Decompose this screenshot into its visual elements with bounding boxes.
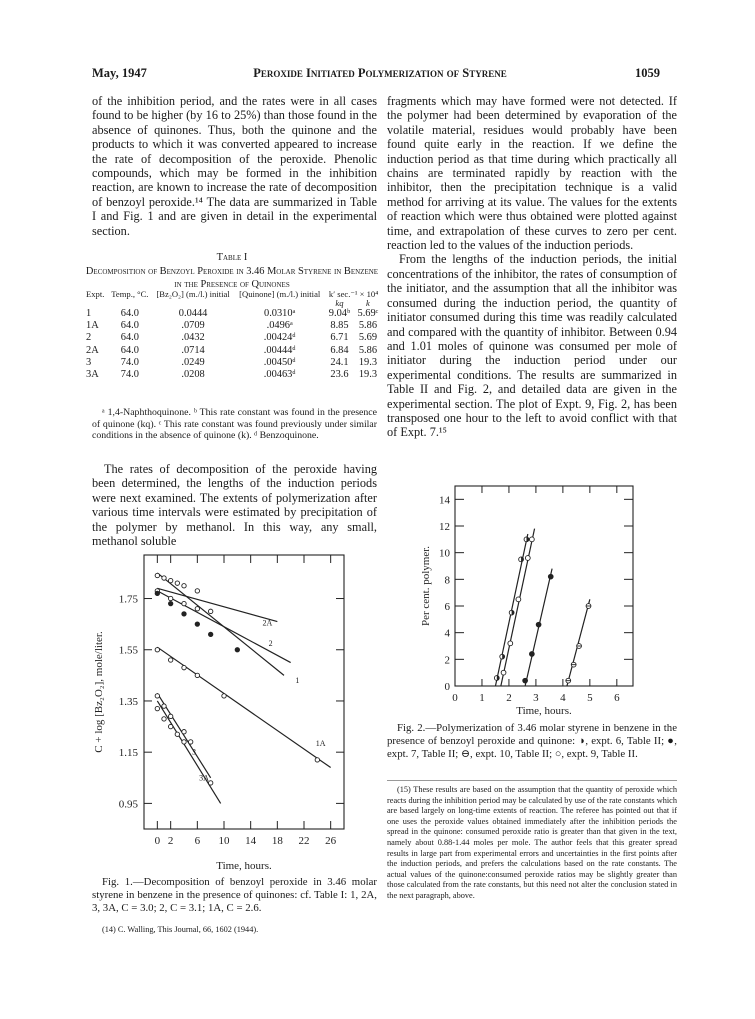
fig2-point	[529, 537, 534, 542]
running-date: May, 1947	[92, 66, 147, 80]
table-row	[84, 320, 382, 332]
fig1-point	[222, 694, 226, 698]
fig1-point	[168, 658, 172, 662]
fig1-point	[235, 648, 239, 652]
fig2-ytick-label: 2	[444, 654, 450, 667]
table-1-label: Table I	[216, 252, 248, 263]
fig1-point	[182, 740, 186, 744]
fig2-point	[523, 678, 528, 683]
fig1-point	[168, 578, 172, 582]
fig2-frame	[455, 486, 633, 686]
fig1-point	[168, 596, 172, 600]
left-para-2: The rates of decomposition of the peroxide having been determined, the lengths of the induction periods were next examined. The extents of polymerization after various time intervals were estimated by precipitation of the polymer by methanol. In this way, any small, methanol soluble	[92, 462, 377, 549]
fig1-point	[175, 581, 179, 585]
fig2-point	[525, 556, 530, 561]
th-expt: Expt.	[86, 289, 105, 299]
fig2-xlabel: Time, hours.	[516, 705, 572, 717]
table-row	[84, 332, 382, 344]
th-k: k′ sec.⁻¹ × 10⁴	[328, 289, 379, 299]
fig1-series-label: 1	[295, 676, 300, 686]
fig1-point	[195, 622, 199, 626]
fig2-xtick-label: 2	[506, 692, 512, 704]
fig1-xtick-label: 0	[154, 835, 161, 847]
fig1-point	[208, 632, 212, 636]
running-title: Peroxide Initiated Polymerization of Styrene	[253, 66, 507, 80]
fig2-xtick-label: 1	[479, 692, 485, 704]
fig2-point	[516, 597, 521, 602]
fig2-ytick-label: 10	[439, 547, 450, 560]
fig1-point	[155, 591, 159, 595]
fig2-ytick-label: 0	[444, 681, 450, 693]
fig1-point	[162, 704, 166, 708]
fig2-ytick-label: 6	[444, 601, 450, 613]
fig1-xtick-label: 26	[325, 835, 337, 847]
table-cell: 1A	[86, 320, 99, 332]
table-row	[84, 308, 382, 320]
table-cell: .0709	[181, 320, 205, 332]
fig1-point	[155, 694, 159, 698]
fig1-line-2A	[157, 588, 277, 621]
fig1-point	[182, 612, 186, 616]
footnote-rule	[387, 780, 677, 781]
fig1-ytick-label: 1.75	[118, 593, 138, 606]
table-cell: 3A	[86, 369, 99, 381]
fig1-point	[208, 609, 212, 613]
fig1-line-3	[157, 701, 220, 803]
table-cell: 5.69	[358, 332, 378, 344]
fig2-ytick-label: 12	[439, 521, 450, 533]
table-cell: .0249	[181, 356, 205, 368]
fig2-line	[567, 599, 590, 686]
table-cell: .00463ᵈ	[263, 369, 296, 381]
fig1-series-label: 3	[192, 747, 196, 757]
table-cell: 74.0	[120, 369, 139, 381]
table-cell: 64.0	[120, 320, 139, 332]
fig1-point	[188, 740, 192, 744]
fig1-series-label: 2	[268, 638, 273, 648]
table-cell: .0714	[181, 344, 205, 356]
page-number: 1059	[635, 66, 660, 80]
table-cell: 9.04ᵇ	[328, 308, 351, 319]
table-cell: 64.0	[120, 332, 139, 344]
fig1-frame	[144, 555, 344, 829]
fig2-point	[536, 622, 541, 627]
fig1-series-label: 2A	[262, 618, 273, 628]
table-cell: 5.86	[358, 320, 378, 332]
table-cell: .0496ᵃ	[266, 320, 293, 332]
right-para-2: From the lengths of the induction periods, the initial concentrations of the inhibitor, the rates of consumption of the initiator, and the assumption that all the inhibitor was consumed during the induction period, the quantity of initiator consumed during this time was readily calculated and compared with the quantity of inhibitor. Between 0.94 and 1.01 moles of quinone was consumed per mole of initiator during the induction period under our experimental conditions. The results are summarized in Table II and Fig. 2, and detailed data are given in the experimental section. The plot of Expt. 9, Fig. 2, has been transposed one hour to the left to avoid conflict with that of Expt. 7.¹⁵	[387, 252, 677, 440]
table-cell: 1	[86, 308, 92, 319]
table-cell: 23.6	[330, 369, 349, 381]
table-1-notes: ᵃ 1,4-Naphthoquinone. ᵇ This rate constant was found in the presence of quinone (kq). ᶜ This rate constant was found previously under similar conditions in the absence of quinone (k). ᵈ Benzoquinone.	[92, 407, 377, 441]
table-cell: .00450ᵈ	[263, 356, 296, 368]
table-row	[84, 357, 382, 369]
fig1-xlabel: Time, hours.	[216, 860, 272, 872]
fig1-point	[162, 576, 166, 580]
figure-2-caption: Fig. 2.—Polymerization of 3.46 molar styrene in benzene in the presence of benzoyl peroxide and quinone: ◑, expt. 6, Table II; ●, expt. 7, Table II; ⊖, expt. 10, Table II; ○, expt. 9, Table II.	[387, 722, 677, 760]
left-column-top	[92, 94, 377, 238]
table-row	[84, 345, 382, 357]
table-cell: 8.85	[330, 320, 349, 332]
fig1-point	[155, 706, 159, 710]
fig2-xtick-label: 4	[560, 692, 566, 704]
figure-2-chart	[415, 478, 665, 718]
fig1-point	[168, 724, 172, 728]
right-para-1: fragments which may have formed were not detected. If the polymer had been determined by evaporation of the volatile material, residues would probably have been found quite early in the reaction. If we define the induction period as that time during which practically all chains are terminated rapidly by reaction with the inhibitor, then the precipitation technique is a valid method for arriving at its value. The values for the extents of reaction which were thus obtained were plotted against time, and extrapolation of these curves to zero per cent. reaction led to the values of the induction periods.	[387, 94, 677, 253]
fig2-xtick-label: 0	[452, 692, 458, 704]
th-quinone: [Quinone] (m./l.) initial	[239, 289, 321, 299]
left-column-mid	[92, 462, 377, 548]
table-cell: 0.0310ᵃ	[264, 308, 296, 319]
fig2-point	[548, 574, 553, 579]
fig1-point	[195, 589, 199, 593]
fig2-ytick-label: 8	[444, 574, 450, 587]
fig2-xtick-label: 3	[533, 692, 539, 704]
fig1-point	[208, 781, 212, 785]
table-cell: .00444ᵈ	[263, 344, 296, 356]
table-cell: .00424ᵈ	[263, 332, 296, 344]
fig2-ytick-label: 14	[439, 494, 450, 507]
fig2-ylabel: Per cent. polymer.	[420, 545, 432, 627]
fig2-point	[501, 670, 506, 675]
fig1-xtick-label: 22	[298, 835, 310, 847]
table-cell: 6.84	[330, 344, 349, 356]
table-cell: .0208	[181, 369, 205, 381]
fig1-ytick-label: 1.55	[118, 644, 138, 657]
fig2-xtick-label: 5	[587, 692, 593, 704]
fig1-xtick-label: 2	[167, 835, 174, 847]
th-bz: [Bz₂O₂] (m./l.) initial	[156, 289, 230, 299]
footnote-14: (14) C. Walling, This Journal, 66, 1602 (1944).	[102, 925, 259, 934]
th-k-plain: k	[366, 298, 370, 308]
left-para-1: of the inhibition period, and the rates were in all cases found to be higher (by 16 to 25%) than those found in the absence of quinones. Thus, both the quinone and the products to which it was converted appeared to increase the rate of decomposition of the peroxide. Phenolic compounds, which may be formed in the inhibition reaction, are known to increase the rate of decomposition of benzoyl peroxide.¹⁴ The data are summarized in Table I and Fig. 1 and are given in detail in the experimental section.	[92, 94, 377, 238]
fig1-point	[155, 648, 159, 652]
table-cell: 0.0444	[178, 308, 208, 319]
fig1-point	[162, 717, 166, 721]
fig1-point	[195, 607, 199, 611]
table-cell: 74.0	[120, 356, 139, 368]
table-cell: 64.0	[120, 308, 139, 319]
fig1-ylabel: C + log [Bz₂O₂], mole/liter.	[93, 631, 105, 753]
fig2-ytick-label: 4	[444, 627, 450, 640]
fig2-point	[529, 652, 534, 657]
fig1-ytick-label: 0.95	[118, 798, 138, 811]
figure-1-chart	[82, 545, 382, 875]
fig1-point	[155, 573, 159, 577]
table-1	[84, 290, 382, 381]
fig1-point	[168, 714, 172, 718]
fig1-series-label: 3A	[199, 773, 209, 783]
table-cell: 5.69ᶜ	[357, 308, 379, 319]
fig1-point	[182, 584, 186, 588]
fig1-point	[182, 665, 186, 669]
table-cell: 2A	[86, 344, 99, 356]
table-cell: 3	[86, 356, 92, 368]
fig1-xtick-label: 18	[271, 835, 283, 847]
fig1-point	[168, 601, 172, 605]
fig1-series-label: 1A	[315, 738, 326, 748]
fig1-xtick-label: 14	[245, 835, 257, 847]
table-cell: 2	[86, 332, 92, 344]
figure-1-caption: Fig. 1.—Decomposition of benzoyl peroxide in 3.46 molar styrene in benzene in the presence of quinones: cf. Table I: 1, 2A, 3, 3A, C = 3.0; 2, C = 3.1; 1A, C = 2.6.	[92, 876, 377, 914]
fig2-point	[508, 641, 513, 646]
fig1-point	[315, 758, 319, 762]
th-temp: Temp., °C.	[111, 289, 149, 299]
fig1-ytick-label: 1.35	[118, 695, 138, 708]
table-cell: 5.86	[358, 344, 378, 356]
fig2-line	[501, 529, 535, 686]
table-cell: 6.71	[330, 332, 349, 344]
fig1-xtick-label: 10	[218, 835, 230, 847]
table-cell: 19.3	[358, 356, 378, 368]
fig1-ytick-label: 1.15	[118, 747, 138, 760]
table-cell: 24.1	[330, 356, 349, 368]
fig1-xtick-label: 6	[194, 835, 201, 847]
table-row	[84, 369, 382, 381]
table-1-caption: Decomposition of Benzoyl Peroxide in 3.46 Molar Styrene in Benzene in the Presence of Quinones	[85, 266, 379, 290]
footnote-15: (15) These results are based on the assumption that the quantity of peroxide which reacts during the inhibition period may be calculated by use of the rate constants which are based largely on long-time extents of reaction. The referee has pointed out that if one uses the peroxide values obtained immediately after the inhibition periods the spread in the quinone: consumed peroxide ratio is greater than that given in the text, namely about 0.88-1.44 moles per mole. The author feels that this greater spread results in large part from experimental errors and uncertainties in the first points after the induction periods, and prefers the calculations based on the rate constants. The actual values of the quinone:consumed peroxide ratios may be slightly greater than those calculated from the rate constants, but this need not alter the conclusion stated in the next paragraph, above.	[387, 785, 677, 900]
fig1-point	[182, 601, 186, 605]
fig1-point	[182, 729, 186, 733]
fig2-xtick-label: 6	[614, 692, 620, 704]
fig1-point	[195, 673, 199, 677]
fig1-point	[175, 732, 179, 736]
th-kq: kq	[335, 298, 344, 308]
table-cell: 19.3	[358, 369, 378, 381]
table-cell: 64.0	[120, 344, 139, 356]
right-column	[387, 94, 677, 440]
table-cell: .0432	[181, 332, 205, 344]
